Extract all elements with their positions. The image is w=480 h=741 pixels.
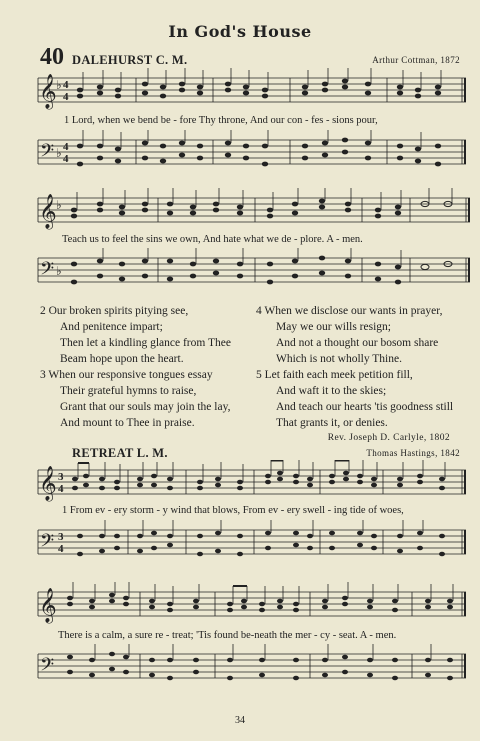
verse-line: 5 Let faith each meek petition fill, [256,369,413,381]
verse-line: 4 When we disclose our wants in prayer, [256,305,443,317]
hymn1-system1-treble-staff [0,68,480,116]
hymn1-system2-treble-staff [0,188,480,236]
svg-text:3: 3 [58,471,64,483]
treble-clef-icon: 𝄞 [39,467,57,500]
hymn2-system2-bass-staff [0,644,480,692]
hymn2-system1-treble-staff [0,460,480,508]
verse-line: May we our wills resign; [276,321,391,333]
verse-line: And penitence impart; [60,321,163,333]
bass-clef-icon: 𝄢 [40,654,55,679]
verse-line: And mount to Thee in praise. [60,417,195,429]
verse-4 [256,303,442,367]
hymn2-lyric-line-1: 1 From ev - ery storm - y wind that blows, From ev - ery swell - ing tide of woes, [62,505,404,516]
verse-3 [40,367,230,431]
hymn2-lyric-line-2: There is a calm, a sure re - treat; 'Tis found be-neath the mer - cy - seat. A - men. [58,630,397,641]
svg-text:4: 4 [63,79,69,91]
treble-clef-icon: 𝄞 [39,75,57,108]
hymn1-system2-bass-staff [0,248,480,296]
page-number: 34 [235,715,245,726]
verse-line: And not a thought our bosom share [276,337,439,349]
treble-clef-icon: 𝄞 [39,195,57,228]
section-title: In God's House [168,22,312,41]
treble-clef-icon: 𝄞 [39,589,57,622]
verse-line: And waft it to the skies; [276,385,387,397]
bass-clef-icon: 𝄢 [40,140,55,165]
hymn1-lyric-line-2: Teach us to feel the sins we own, And hate what we de - plore. A - men. [62,234,363,245]
hymn1-tune-name: DALEHURST C. M. [72,53,188,67]
bass-clef-icon: 𝄢 [40,258,55,283]
verse-line: Then let a kindling glance from Thee [60,337,231,349]
hymn2-tune-name: RETREAT L. M. [72,446,168,460]
hymn2-composer: Thomas Hastings, 1842 [366,448,460,458]
svg-text:♭: ♭ [56,264,62,278]
verse-line: Beam hope upon the heart. [60,353,184,365]
hymn2-system2-treble-staff [0,582,480,630]
svg-text:♭: ♭ [56,146,62,160]
verse-line: Grant that our souls may join the lay, [60,401,231,413]
verse-2 [40,303,231,367]
svg-text:3: 3 [58,531,64,543]
svg-text:4: 4 [63,153,69,165]
hymn1-composer: Arthur Cottman, 1872 [372,55,460,65]
hymn-number: 40 [40,44,64,70]
verse-line: 3 When our responsive tongues essay [40,369,213,381]
verse-line: Their grateful hymns to raise, [60,385,197,397]
svg-text:4: 4 [63,91,69,103]
bass-clef-icon: 𝄢 [40,530,55,555]
svg-text:♭: ♭ [56,198,62,212]
svg-text:4: 4 [63,141,69,153]
verse-line: 2 Our broken spirits pitying see, [40,305,189,317]
verse-line: That grants it, or denies. [276,417,388,429]
hymn1-system1-bass-staff [0,130,480,178]
verse-line: And teach our hearts 'tis goodness still [276,401,454,413]
svg-text:4: 4 [58,543,64,555]
hymn2-system1-bass-staff [0,520,480,568]
hymn1-lyric-line-1: 1 Lord, when we bend be - fore Thy throne, And our con - fes - sions pour, [64,115,378,126]
verse-line: Which is not wholly Thine. [276,353,402,365]
verse-5 [256,367,453,431]
svg-text:♭: ♭ [56,78,62,92]
svg-text:4: 4 [58,483,64,495]
hymn1-author: Rev. Joseph D. Carlyle, 1802 [327,433,450,443]
